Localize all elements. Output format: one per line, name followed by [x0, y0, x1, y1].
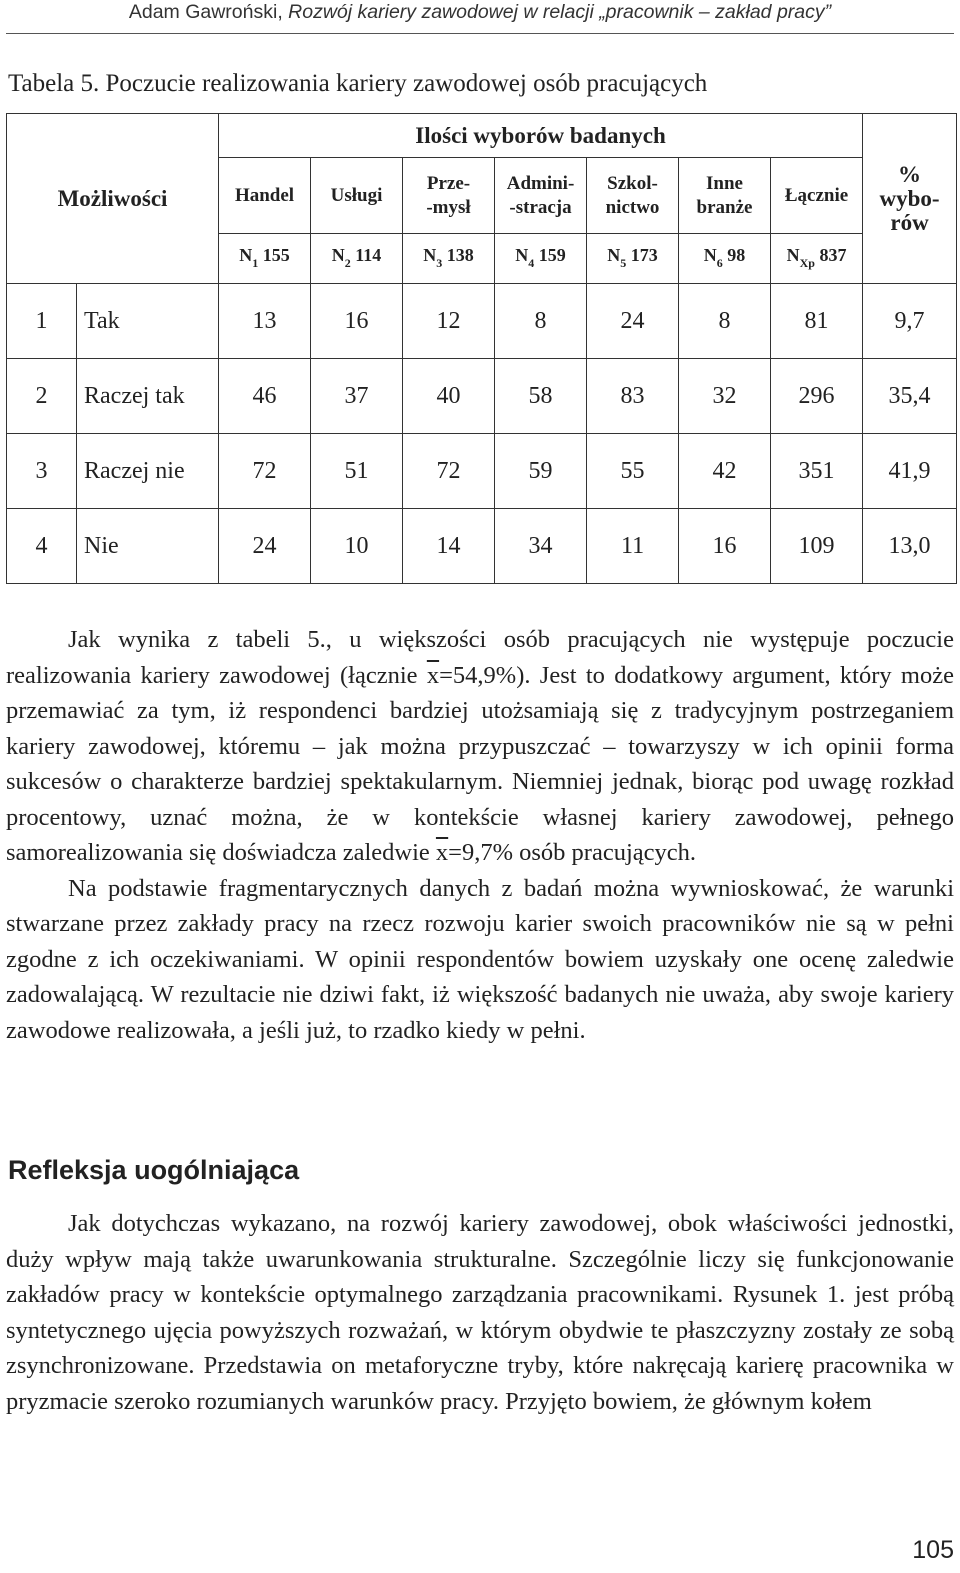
column-n-count: $N_4$ 159: [495, 234, 587, 284]
column-n-count: $N_1$ 155: [219, 234, 311, 284]
row-label: Nie: [77, 509, 219, 584]
body-text-1: [6, 622, 954, 1048]
value-cell: 55: [587, 434, 679, 509]
value-cell: 24: [587, 284, 679, 359]
mean-symbol: $\overline{x}$: [435, 839, 449, 866]
value-cell: 46: [219, 359, 311, 434]
value-cell: 8: [495, 284, 587, 359]
header-title: Rozwój kariery zawodowej w relacji „pracownik – zakład pracy”: [288, 1, 832, 23]
percent-cell: 41,9: [863, 434, 957, 509]
value-cell: 81: [771, 284, 863, 359]
header-percent: [863, 114, 957, 284]
value-cell: 109: [771, 509, 863, 584]
column-header: Prze- -mysł: [403, 158, 495, 234]
header-possibilities: Możliwości: [7, 114, 219, 284]
value-cell: 11: [587, 509, 679, 584]
value-cell: 83: [587, 359, 679, 434]
page-number: 105: [912, 1536, 954, 1564]
percent-cell: 35,4: [863, 359, 957, 434]
paragraph-2: Na podstawie fragmentarycznych danych z badań można wywnioskować, że warunki stwarzane przez zakłady pracy na rzecz rozwoju karier swoich pracowników nie są w pełni zgodne z ich oczekiwaniami. W opinii respondentów bowiem uzyskały one ocenę zaledwie zadowalającą. W rezultacie nie dziwi fakt, iż większość badanych nie uważa, aby swoje kariery zawodowe realizowała, a jeśli już, to rzadko kiedy w pełni.: [6, 874, 954, 1044]
header-rule: [6, 33, 954, 34]
header-percent-line1: %: [898, 161, 922, 187]
value-cell: 10: [311, 509, 403, 584]
column-n-count: $N_2$ 114: [311, 234, 403, 284]
table-row: [7, 359, 957, 434]
column-header: Admini- -stracja: [495, 158, 587, 234]
column-n-count: $N_6$ 98: [679, 234, 771, 284]
mean-symbol: $\overline{x}$: [426, 661, 440, 689]
value-cell: 34: [495, 509, 587, 584]
value-cell: 72: [403, 434, 495, 509]
column-n-count: $N_5$ 173: [587, 234, 679, 284]
value-cell: 42: [679, 434, 771, 509]
value-cell: 24: [219, 509, 311, 584]
value-cell: 72: [219, 434, 311, 509]
value-cell: 8: [679, 284, 771, 359]
percent-cell: 13,0: [863, 509, 957, 584]
running-header: [0, 0, 960, 36]
row-number: 4: [7, 509, 77, 584]
column-header: Inne branże: [679, 158, 771, 234]
column-header: Szkol- nictwo: [587, 158, 679, 234]
value-cell: 58: [495, 359, 587, 434]
value-cell: 13: [219, 284, 311, 359]
row-number: 1: [7, 284, 77, 359]
header-percent-line3: rów: [890, 209, 929, 235]
column-n-count: $N_3$ 138: [403, 234, 495, 284]
value-cell: 37: [311, 359, 403, 434]
paragraph-1: Jak wynika z tabeli 5., u większości osób pracujących nie występuje poczucie realizowania kariery zawodowej (łącznie $\overline{x}=54,9\%$). Jest to dodatkowy argument, który może przemawiać za tym, iż respondenci bardziej utożsamiają się z tradycyjnym postrzeganiem kariery zawodowej, któremu – jak można przypuszczać – towarzyszy w ich opinii forma sukcesów o charakterze bardziej spektakularnym. Niemniej jednak, biorąc pod uwagę rozkład procentowy, uznać można, że w kontekście własnej kariery zawodowej, pełnego samorealizowania się doświadcza zaledwie $\overline{x}=9,7\%$ osób pracujących.: [6, 626, 954, 866]
value-cell: 351: [771, 434, 863, 509]
table-caption: Tabela 5. Poczucie realizowania kariery zawodowej osób pracujących: [8, 70, 708, 97]
value-cell: 16: [679, 509, 771, 584]
header-percent-line2: wybo-: [879, 185, 940, 211]
row-number: 3: [7, 434, 77, 509]
table-row: [7, 509, 957, 584]
results-table: [6, 113, 957, 584]
value-cell: 12: [403, 284, 495, 359]
value-cell: 40: [403, 359, 495, 434]
paragraph-3: Jak dotychczas wykazano, na rozwój kariery zawodowej, obok właściwości jednostki, duży wpływ mają także uwarunkowania strukturalne. Szczególnie liczy się funkcjonowanie zakładów pracy w kontekście optymalnego zarządzania pracownikami. Rysunek 1. jest próbą syntetycznego ujęcia powyższych rozważań, w którym obydwie te płaszczyzny zostały ze sobą zsynchronizowane. Przedstawia on metaforyczne tryby, które nakręcają karierę pracownika w pryzmacie szeroko rozumianych warunków pracy. Przyjęto bowiem, że głównym kołem: [6, 1210, 954, 1415]
row-label: Raczej nie: [77, 434, 219, 509]
value-cell: 14: [403, 509, 495, 584]
row-label: Raczej tak: [77, 359, 219, 434]
column-n-count: $N_{Xp}$ 837: [771, 234, 863, 284]
value-cell: 296: [771, 359, 863, 434]
value-cell: 16: [311, 284, 403, 359]
header-author: Adam Gawroński,: [128, 1, 289, 23]
row-number: 2: [7, 359, 77, 434]
column-header: Handel: [219, 158, 311, 234]
body-text-2: [6, 1206, 954, 1419]
value-cell: 59: [495, 434, 587, 509]
row-label: Tak: [77, 284, 219, 359]
table-row: [7, 284, 957, 359]
percent-cell: 9,7: [863, 284, 957, 359]
column-header: Łącznie: [771, 158, 863, 234]
table-row: [7, 434, 957, 509]
header-group: Ilości wyborów badanych: [219, 114, 863, 158]
value-cell: 51: [311, 434, 403, 509]
value-cell: 32: [679, 359, 771, 434]
column-header: Usługi: [311, 158, 403, 234]
section-title: Refleksja uogólniająca: [8, 1155, 300, 1185]
